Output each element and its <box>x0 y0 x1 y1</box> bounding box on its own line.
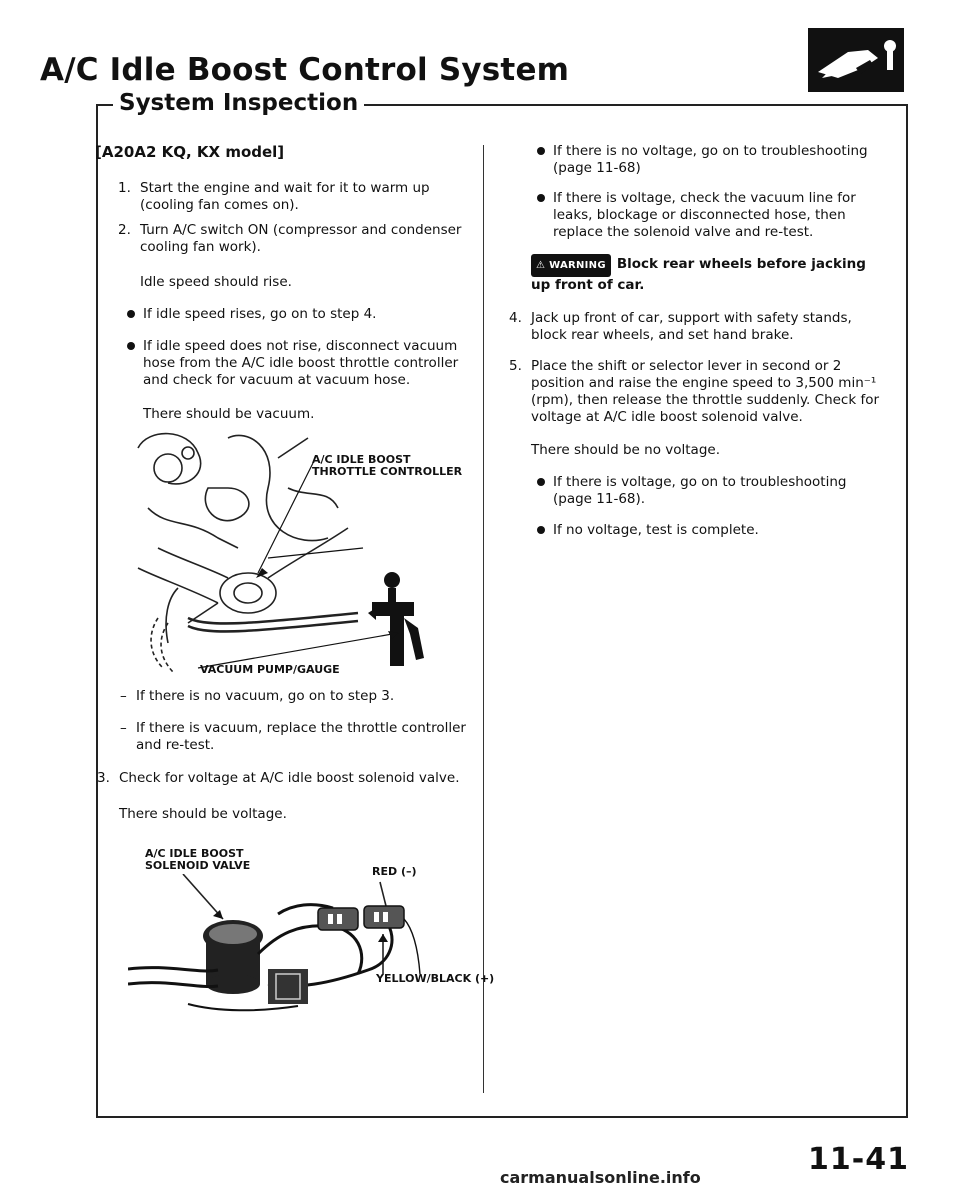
dash-item <box>120 688 466 705</box>
label-throttle-controller: A/C IDLE BOOST THROTTLE CONTROLLER <box>312 453 463 478</box>
step-text: Check for voltage at A/C idle boost solenoid valve. <box>119 770 460 786</box>
model-heading: [A20A2 KQ, KX model] <box>95 143 285 161</box>
bullet-text: If there is no voltage, go on to troubleshooting (page 11-68) <box>553 143 868 176</box>
bullet-text: If there is voltage, check the vacuum line for leaks, blockage or disconnected hose, then replace the solenoid valve and re-test. <box>553 190 856 240</box>
dash-item <box>120 720 466 754</box>
label-red-wire: RED (–) <box>372 865 417 878</box>
section-title: System Inspection <box>113 90 364 116</box>
bullet-dot <box>537 526 545 534</box>
expected-result: Idle speed should rise. <box>140 274 292 290</box>
dash-text: If there is no vacuum, go on to step 3. <box>136 688 395 704</box>
bullet-item <box>553 190 883 241</box>
dash-mark: – <box>120 720 127 736</box>
dash-text: If there is vacuum, replace the throttle controller and re-test. <box>136 720 466 753</box>
step-1 <box>118 180 465 214</box>
bullet-dot <box>127 310 135 318</box>
bullet-dot <box>537 147 545 155</box>
bullet-text: If idle speed does not rise, disconnect vacuum hose from the A/C idle boost throttle controller and check for vacuum at vacuum hose. <box>143 338 459 388</box>
warning-text: Block rear wheels before jacking up front of car. <box>531 256 866 293</box>
bullet-item <box>553 143 883 177</box>
bullet-item <box>553 522 883 539</box>
bullet-dot <box>537 194 545 202</box>
engine-icon <box>808 28 904 92</box>
step-3 <box>97 770 469 787</box>
step-number: 4. <box>509 310 522 326</box>
bullet-dot <box>127 342 135 350</box>
warning-badge <box>531 254 611 277</box>
bullet-item <box>143 338 463 389</box>
bullet-text: If no voltage, test is complete. <box>553 522 759 538</box>
step-text: Start the engine and wait for it to warm up (cooling fan comes on). <box>140 180 430 213</box>
dash-mark: – <box>120 688 127 704</box>
step-text: Place the shift or selector lever in second or 2 position and raise the engine speed to 3,500 min⁻¹ (rpm), then release the throttle suddenly. Check for voltage at A/C idle boost solenoid valve. <box>531 358 880 425</box>
step-text: Jack up front of car, support with safety stands, block rear wheels, and set hand brake. <box>531 310 852 343</box>
step-number: 1. <box>118 180 131 196</box>
solenoid-valve-illustration <box>128 874 428 1024</box>
bullet-text: If idle speed rises, go on to step 4. <box>143 306 377 322</box>
page-number: 11-41 <box>808 1142 909 1177</box>
expected-result: There should be voltage. <box>119 806 287 822</box>
warning-notice <box>531 254 883 294</box>
label-yellow-black-wire: YELLOW/BLACK (+) <box>376 972 495 985</box>
expected-result: There should be vacuum. <box>143 406 315 422</box>
bullet-item <box>143 306 463 323</box>
label-solenoid-valve: A/C IDLE BOOST SOLENOID VALVE <box>145 847 251 872</box>
step-number: 5. <box>509 358 522 374</box>
column-divider <box>483 145 484 1093</box>
step-5 <box>509 358 883 426</box>
step-2 <box>118 222 465 256</box>
step-number: 3. <box>97 770 110 786</box>
bullet-text: If there is voltage, go on to troubleshooting (page 11-68). <box>553 474 847 507</box>
bullet-item <box>553 474 883 508</box>
watermark: carmanualsonline.info <box>500 1168 701 1187</box>
warning-badge-label: WARNING <box>549 260 606 271</box>
page-title: A/C Idle Boost Control System <box>40 52 570 88</box>
warning-icon: ⚠ <box>536 260 546 271</box>
step-text: Turn A/C switch ON (compressor and condenser cooling fan work). <box>140 222 462 255</box>
step-number: 2. <box>118 222 131 238</box>
label-vacuum-pump: VACUUM PUMP/GAUGE <box>200 663 340 676</box>
step-4 <box>509 310 883 344</box>
bullet-dot <box>537 478 545 486</box>
expected-result: There should be no voltage. <box>531 442 720 458</box>
